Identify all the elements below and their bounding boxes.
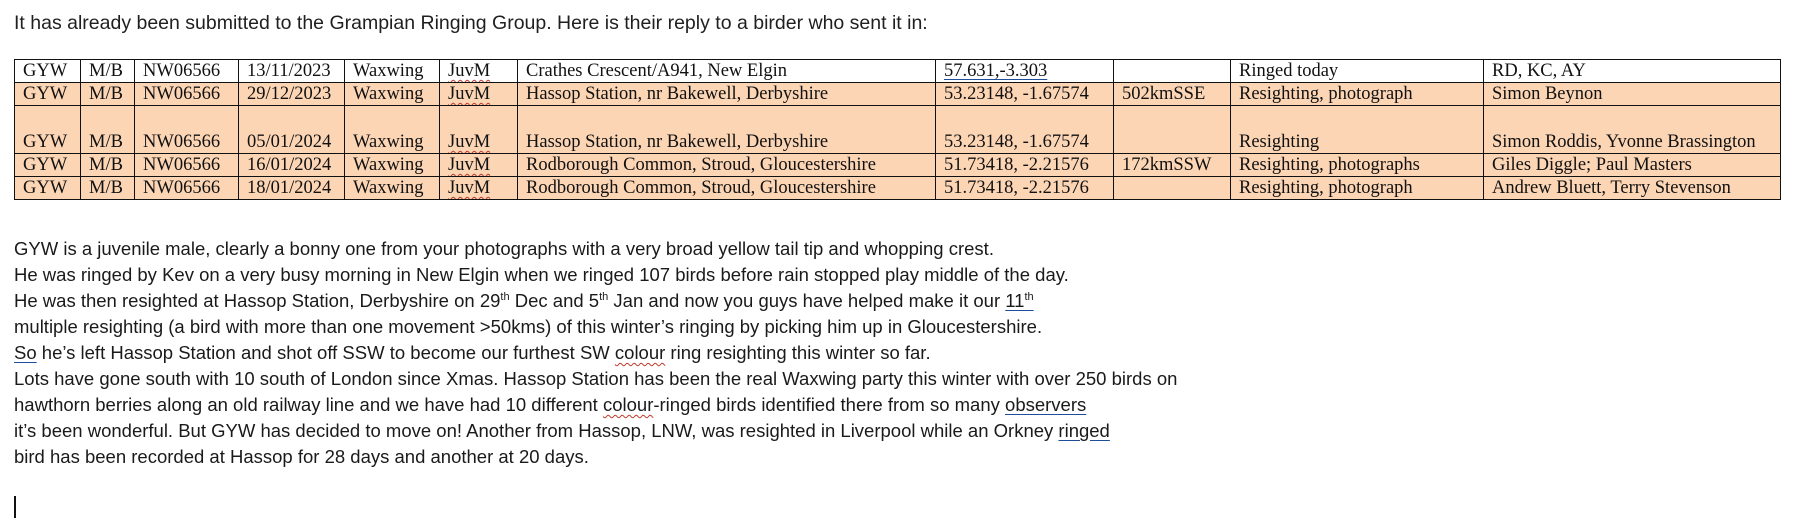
cell-code: M/B [81,177,135,200]
cell-type: Resighting, photographs [1231,154,1484,177]
text-cursor [14,496,16,518]
underlined-ordinal: 11th [1005,290,1034,311]
cell-coords: 53.23148, -1.67574 [936,106,1114,154]
cell-distance: 502kmSSE [1114,83,1231,106]
cell-code: M/B [81,83,135,106]
cell-ring: GYW [15,60,81,83]
cell-distance [1114,106,1231,154]
cell-distance: 172kmSSW [1114,154,1231,177]
cell-species: Waxwing [345,177,440,200]
cell-metal: NW06566 [135,154,239,177]
reply-line: He was then resighted at Hassop Station, Derbyshire on 29th Dec and 5th Jan and now you guys have helped make it our 11th [14,290,1034,311]
reply-line: multiple resighting (a bird with more than one movement >50kms) of this winter’s ringing by picking him up in Gloucestershire. [14,316,1043,337]
cell-species: Waxwing [345,83,440,106]
cell-metal: NW06566 [135,106,239,154]
cell-type: Resighting, photograph [1231,177,1484,200]
cell-date: 13/11/2023 [239,60,345,83]
cell-date: 29/12/2023 [239,83,345,106]
cell-ring: GYW [15,154,81,177]
cell-metal: NW06566 [135,83,239,106]
cell-observers: RD, KC, AY [1484,60,1781,83]
cell-coords: 51.73418, -2.21576 [936,154,1114,177]
cell-observers: Andrew Bluett, Terry Stevenson [1484,177,1781,200]
reply-line: He was ringed by Kev on a very busy morning in New Elgin when we ringed 107 birds before rain stopped play middle of the day. [14,264,1069,285]
cell-code: M/B [81,154,135,177]
reply-line: it’s been wonderful. But GYW has decided to move on! Another from Hassop, LNW, was resighted in Liverpool while an Orkney ringed [14,420,1110,441]
cell-metal: NW06566 [135,177,239,200]
reply-text [14,236,1177,470]
cell-location: Rodborough Common, Stroud, Gloucestershire [518,154,936,177]
table-row [15,177,1781,200]
cell-code: M/B [81,60,135,83]
cell-date: 18/01/2024 [239,177,345,200]
cell-date: 16/01/2024 [239,154,345,177]
cell-ring: GYW [15,177,81,200]
cell-ring: GYW [15,83,81,106]
cell-observers: Simon Beynon [1484,83,1781,106]
cell-distance [1114,60,1231,83]
cell-distance [1114,177,1231,200]
cell-species: Waxwing [345,60,440,83]
reply-line: GYW is a juvenile male, clearly a bonny one from your photographs with a very broad yellow tail tip and whopping crest. [14,238,994,259]
table-row [15,106,1781,154]
cell-type: Resighting [1231,106,1484,154]
cell-age: JuvM [440,83,518,106]
reply-line: So he’s left Hassop Station and shot off SSW to become our furthest SW colour ring resighting this winter so far. [14,342,931,363]
cell-location: Hassop Station, nr Bakewell, Derbyshire [518,106,936,154]
cell-species: Waxwing [345,106,440,154]
cell-observers: Simon Roddis, Yvonne Brassington [1484,106,1781,154]
cell-age: JuvM [440,106,518,154]
cell-type: Resighting, photograph [1231,83,1484,106]
cell-metal: NW06566 [135,60,239,83]
table-row [15,83,1781,106]
cell-coords: 57.631,-3.303 [936,60,1114,83]
cell-location: Rodborough Common, Stroud, Gloucestershire [518,177,936,200]
cell-code: M/B [81,106,135,154]
ringing-records-table [14,59,1781,200]
cell-location: Hassop Station, nr Bakewell, Derbyshire [518,83,936,106]
intro-text: It has already been submitted to the Grampian Ringing Group. Here is their reply to a birder who sent it in: [14,12,928,34]
cell-species: Waxwing [345,154,440,177]
reply-line: bird has been recorded at Hassop for 28 days and another at 20 days. [14,446,589,467]
cell-observers: Giles Diggle; Paul Masters [1484,154,1781,177]
cell-coords: 53.23148, -1.67574 [936,83,1114,106]
cell-location: Crathes Crescent/A941, New Elgin [518,60,936,83]
cell-type: Ringed today [1231,60,1484,83]
cell-ring: GYW [15,106,81,154]
table-row [15,154,1781,177]
cell-date: 05/01/2024 [239,106,345,154]
cell-coords: 51.73418, -2.21576 [936,177,1114,200]
reply-line: hawthorn berries along an old railway line and we have had 10 different colour-ringed birds identified there from so many observers [14,394,1087,415]
table-row [15,60,1781,83]
reply-line: Lots have gone south with 10 south of London since Xmas. Hassop Station has been the real Waxwing party this winter with over 250 birds on [14,368,1178,389]
cell-age: JuvM [440,60,518,83]
cell-age: JuvM [440,177,518,200]
cell-age: JuvM [440,154,518,177]
